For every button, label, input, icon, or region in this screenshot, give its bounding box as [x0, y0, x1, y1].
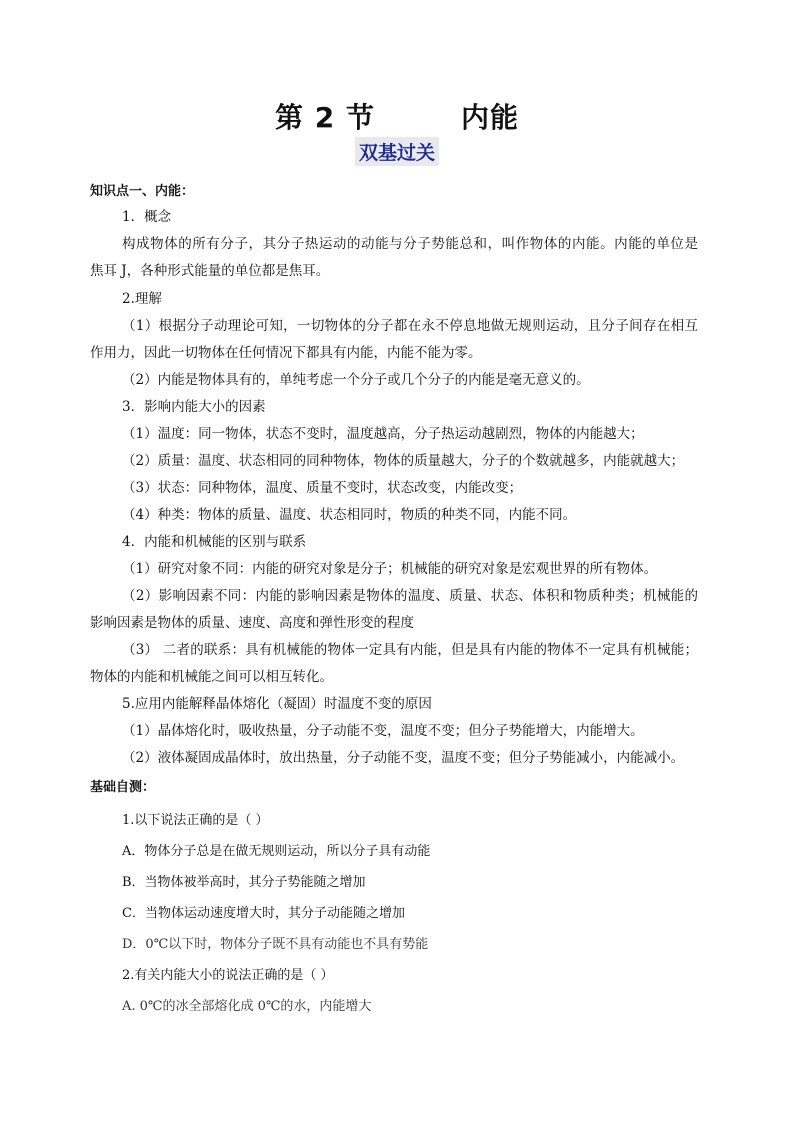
knowledge-point-heading: 知识点一、内能：: [90, 184, 195, 199]
subtitle-wrapper: [0, 137, 794, 166]
paragraph-line: （1）研究对象不同：内能的研究对象是分子；机械能的研究对象是宏观世界的所有物体。: [122, 561, 658, 577]
paragraph-line: （3） 二者的联系：具有机械能的物体一定具有内能，但是具有内能的物体不一定具有机械能；: [122, 642, 698, 658]
paragraph-line: （1）根据分子动理论可知，一切物体的分子都在永不停息地做无规则运动，且分子间存在相互: [122, 318, 698, 334]
paragraph-line: 焦耳 J，各种形式能量的单位都是焦耳。: [90, 263, 330, 279]
question-1-option-d: D．0℃以下时，物体分子既不具有动能也不具有势能: [122, 937, 429, 952]
paragraph-line: （1）晶体熔化时，吸收热量，分子动能不变，温度不变；但分子势能增大，内能增大。: [122, 723, 644, 739]
paragraph-line: （2）液体凝固成晶体时，放出热量，分子动能不变，温度不变；但分子势能减小，内能减小。: [122, 750, 685, 766]
paragraph-line: 影响因素是物体的质量、速度、高度和弹性形变的程度: [90, 615, 414, 631]
item-heading-factors: 3．影响内能大小的因素: [122, 399, 266, 415]
paragraph-line: （2）内能是物体具有的，单纯考虑一个分子或几个分子的内能是毫无意义的。: [122, 372, 590, 388]
item-heading-application: 5.应用内能解释晶体熔化（凝固）时温度不变的原因: [122, 696, 432, 712]
section-subtitle: 双基过关: [355, 137, 439, 166]
question-2: 2.有关内能大小的说法正确的是（ ）: [122, 968, 334, 983]
paragraph-line: 作用力，因此一切物体在任何情况下都具有内能，内能不能为零。: [90, 345, 482, 361]
paragraph-line: （1）温度：同一物体，状态不变时，温度越高，分子热运动越剧烈，物体的内能越大；: [122, 426, 644, 442]
self-test-heading: 基础自测：: [90, 780, 156, 795]
item-heading-understanding: 2.理解: [122, 291, 162, 307]
paragraph-line: （2）影响因素不同：内能的影响因素是物体的温度、质量、状态、体积和物质种类；机械能的: [122, 588, 698, 604]
paragraph-line: 构成物体的所有分子，其分子热运动的动能与分子势能总和，叫作物体的内能。内能的单位是: [122, 236, 698, 252]
question-2-option-a: A. 0℃的冰全部熔化成 0℃的水，内能增大: [122, 999, 372, 1014]
question-1: 1.以下说法正确的是（ ）: [122, 813, 269, 828]
item-heading-concept: 1．概念: [122, 209, 172, 225]
item-heading-difference: 4．内能和机械能的区别与联系: [122, 534, 307, 550]
paragraph-line: （2）质量：温度、状态相同的同种物体，物体的质量越大，分子的个数就越多，内能就越大；: [122, 453, 685, 469]
paragraph-line: （4）种类：物体的质量、温度、状态相同时，物质的种类不同，内能不同。: [122, 507, 577, 523]
question-1-option-a: A．物体分子总是在做无规则运动，所以分子具有动能: [122, 844, 431, 859]
page-title: 第 2 节 内能: [275, 101, 519, 134]
paragraph-line: （3）状态：同种物体，温度、质量不变时，状态改变，内能改变；: [122, 480, 523, 496]
paragraph-line: 物体的内能和机械能之间可以相互转化。: [90, 669, 333, 685]
question-1-option-b: B．当物体被举高时，其分子势能随之增加: [122, 875, 366, 890]
question-1-option-c: C．当物体运动速度增大时，其分子动能随之增加: [122, 906, 405, 921]
